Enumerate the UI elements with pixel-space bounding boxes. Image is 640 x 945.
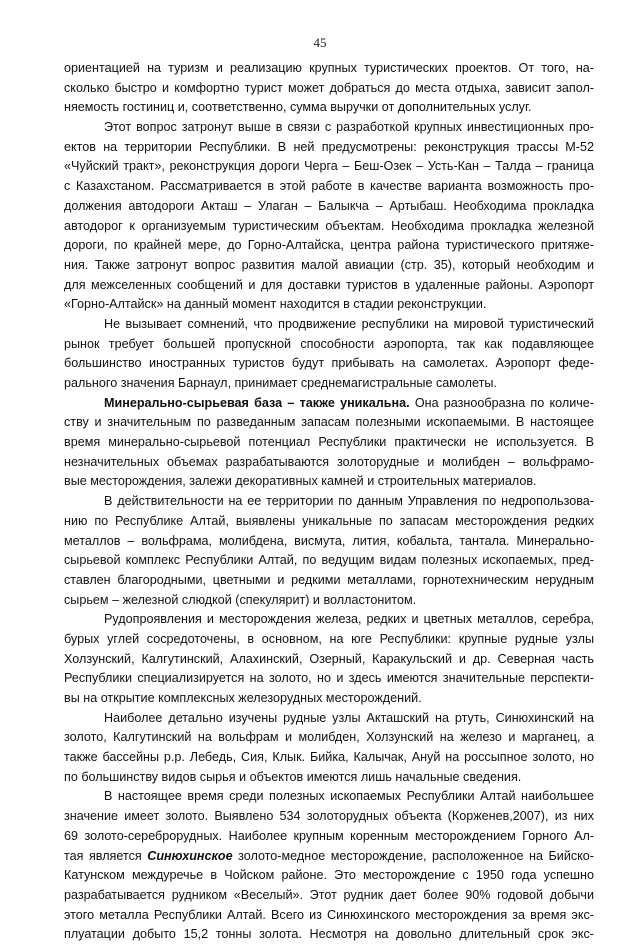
text-run: Наиболее детально изучены рудные узлы Акташский на ртуть, Синюхинский на bbox=[104, 710, 594, 725]
text-line bbox=[64, 256, 594, 276]
page-number: 45 bbox=[313, 35, 327, 50]
text-run: ния. Также затронут вопрос развития малой авиации (стр. 35), который необходим и bbox=[64, 257, 594, 272]
text-run: Холзунский, Калгутинский, Алахинский, Озерный, Каракульский и др. Северная часть bbox=[64, 651, 594, 666]
text-line bbox=[64, 177, 594, 197]
text-run: «Чуйский тракт», реконструкция дороги Черга – Беш-Озек – Усть-Кан – Талда – граница bbox=[64, 159, 594, 174]
text-run: ектов на территории Республики. В ней предусмотрены: реконструкция трассы М-52 bbox=[64, 139, 594, 154]
text-line bbox=[64, 295, 594, 315]
text-line bbox=[64, 354, 594, 374]
text-run: значение имеет золото. Выявлено 534 золоторудных объекта (Корженев,2007), из них bbox=[64, 809, 594, 824]
text-line bbox=[64, 689, 594, 709]
text-run: Рудопроявления и месторождения железа, редких и цветных металлов, серебра, bbox=[104, 612, 594, 627]
text-run: сырьевой комплекс Республики Алтай, по ведущим видам полезных ископаемых, пред- bbox=[64, 553, 594, 568]
text-line bbox=[64, 276, 594, 296]
text-line bbox=[64, 709, 594, 729]
text-line bbox=[64, 650, 594, 670]
text-line bbox=[64, 532, 594, 552]
text-line bbox=[64, 728, 594, 748]
text-run: ставлен благородными, цветными и редкими металлами, горнотехническим нерудным bbox=[64, 572, 594, 587]
text-run: тая является bbox=[64, 848, 148, 863]
text-run: незначительных объемах разрабатываются золоторудные и молибден – вольфрамо- bbox=[64, 454, 594, 469]
text-run: сколько быстро и комфортно турист может добраться до места отдыха, зависит запол- bbox=[64, 80, 594, 95]
text-run: 69 золото-сереброрудных. Наиболее крупным коренным месторождением Горного Ал- bbox=[64, 828, 594, 843]
body-text bbox=[64, 59, 594, 945]
text-run: бурых углей сосредоточены, в основном, на юге Республики: крупные рудные узлы bbox=[64, 631, 594, 646]
text-line bbox=[64, 886, 594, 906]
text-line bbox=[64, 315, 594, 335]
text-run: ству и значительным по разведанным запасам полезными ископаемыми. В настоящее bbox=[64, 415, 594, 430]
text-line bbox=[64, 591, 594, 611]
text-line bbox=[64, 59, 594, 79]
text-line bbox=[64, 807, 594, 827]
text-line bbox=[64, 138, 594, 158]
text-line bbox=[64, 847, 594, 867]
text-line bbox=[64, 492, 594, 512]
text-line bbox=[64, 118, 594, 138]
text-line bbox=[64, 512, 594, 532]
text-line bbox=[64, 236, 594, 256]
text-run: должения автодороги Акташ – Улаган – Балыкча – Артыбаш. Необходима прокладка bbox=[64, 198, 594, 213]
text-run: В действительности на ее территории по данным Управления по недропользова- bbox=[104, 494, 594, 509]
text-line bbox=[64, 472, 594, 492]
text-run: вы на открытие комплексных железорудных месторождений. bbox=[64, 691, 422, 705]
text-run: автодорог к организуемым туристическим объектам. Необходима прокладка железной bbox=[64, 218, 594, 233]
text-run: металлов – вольфрама, молибдена, висмута, лития, кобальта, тантала. Минерально- bbox=[64, 533, 594, 548]
text-run: Не вызывает сомнений, что продвижение республики на мировой туристический bbox=[104, 316, 594, 331]
text-line bbox=[64, 335, 594, 355]
bold-italic-text: Синюхинское bbox=[147, 848, 233, 863]
text-line bbox=[64, 787, 594, 807]
text-line bbox=[64, 433, 594, 453]
text-line bbox=[64, 610, 594, 630]
text-run: В настоящее время среди полезных ископаемых Республики Алтай наибольшее bbox=[104, 789, 594, 804]
text-run: для межселенных сообщений и для доставки туристов в удаленные районы. Аэропорт bbox=[64, 277, 594, 292]
text-run: золото-медное месторождение, расположенное на Бийско- bbox=[232, 848, 594, 863]
text-run: ориентацией на туризм и реализацию крупных туристических проектов. От того, на- bbox=[64, 61, 594, 75]
text-line bbox=[64, 98, 594, 118]
text-run: «Горно-Алтайск» на данный момент находится в стадии реконструкции. bbox=[64, 297, 487, 312]
text-run: золото, Калгутинский на вольфрам и молибден, Холзунский на железо и марганец, а bbox=[64, 730, 594, 745]
text-run: плуатации добыто 15,2 тонны золота. Несмотря на довольно длительный срок экс- bbox=[64, 927, 594, 942]
text-line bbox=[64, 217, 594, 237]
text-run: также бассейны р.р. Лебедь, Сия, Клык. Бийка, Калычак, Ануй на россыпное золото, но bbox=[64, 750, 594, 765]
text-line bbox=[64, 571, 594, 591]
text-run: Катунском междуречье в Чойском районе. Это месторождение с 1950 года успешно bbox=[64, 868, 594, 883]
text-line bbox=[64, 197, 594, 217]
text-run: рального значения Барнаул, принимает среднемагистральные самолеты. bbox=[64, 376, 497, 390]
text-run: по большинству видов сырья и объектов имеются лишь начальные сведения. bbox=[64, 769, 522, 784]
text-line bbox=[64, 551, 594, 571]
text-line bbox=[64, 394, 594, 414]
text-line bbox=[64, 669, 594, 689]
text-run: Республики специализируется на золото, но и здесь имеются значительные перспекти- bbox=[64, 671, 594, 686]
text-run: этого металла Республики Алтай. Всего из Синюхинского месторождения за время экс- bbox=[64, 907, 594, 922]
text-run: большинство иностранных туристов будут прибывать на самолетах. Аэропорт феде- bbox=[64, 356, 594, 371]
text-line bbox=[64, 768, 594, 788]
text-line bbox=[64, 827, 594, 847]
text-line bbox=[64, 157, 594, 177]
text-run: нию по Республике Алтай, выявлены уникальные по запасам месторождения редких bbox=[64, 513, 594, 528]
text-run: Она разнообразна по количе- bbox=[409, 395, 594, 410]
text-line bbox=[64, 374, 594, 394]
text-run: дороги, по крайней мере, до Горно-Алтайска, центра района туристического притяже- bbox=[64, 238, 594, 253]
text-line bbox=[64, 748, 594, 768]
text-run: разрабатывается рудником «Веселый». Этот рудник дает более 90% годовой добычи bbox=[64, 887, 594, 902]
text-line bbox=[64, 866, 594, 886]
text-run: Этот вопрос затронут выше в связи с разработкой крупных инвестиционных про- bbox=[104, 120, 594, 135]
text-run: сырьем – железной слюдкой (спекулярит) и волластонитом. bbox=[64, 592, 417, 607]
text-line bbox=[64, 413, 594, 433]
text-run: время минерально-сырьевой потенциал Республики практически не используется. В bbox=[64, 435, 594, 450]
text-line bbox=[64, 79, 594, 99]
text-line bbox=[64, 630, 594, 650]
bold-text: Минерально-сырьевая база – также уникальна. bbox=[104, 395, 410, 410]
text-run: с Казахстаном. Рассматривается в этой работе в качестве варианта возможность про- bbox=[64, 179, 594, 194]
text-line bbox=[64, 925, 594, 945]
text-run: няемость гостиниц и, соответственно, сумма выручки от дополнительных услуг. bbox=[64, 100, 532, 115]
text-run: рынок требует большей пропускной способности аэропорта, так как подавляющее bbox=[64, 336, 594, 351]
text-run: вые месторождения, залежи декоративных камней и строительных материалов. bbox=[64, 474, 537, 489]
text-line bbox=[64, 906, 594, 926]
text-line bbox=[64, 453, 594, 473]
